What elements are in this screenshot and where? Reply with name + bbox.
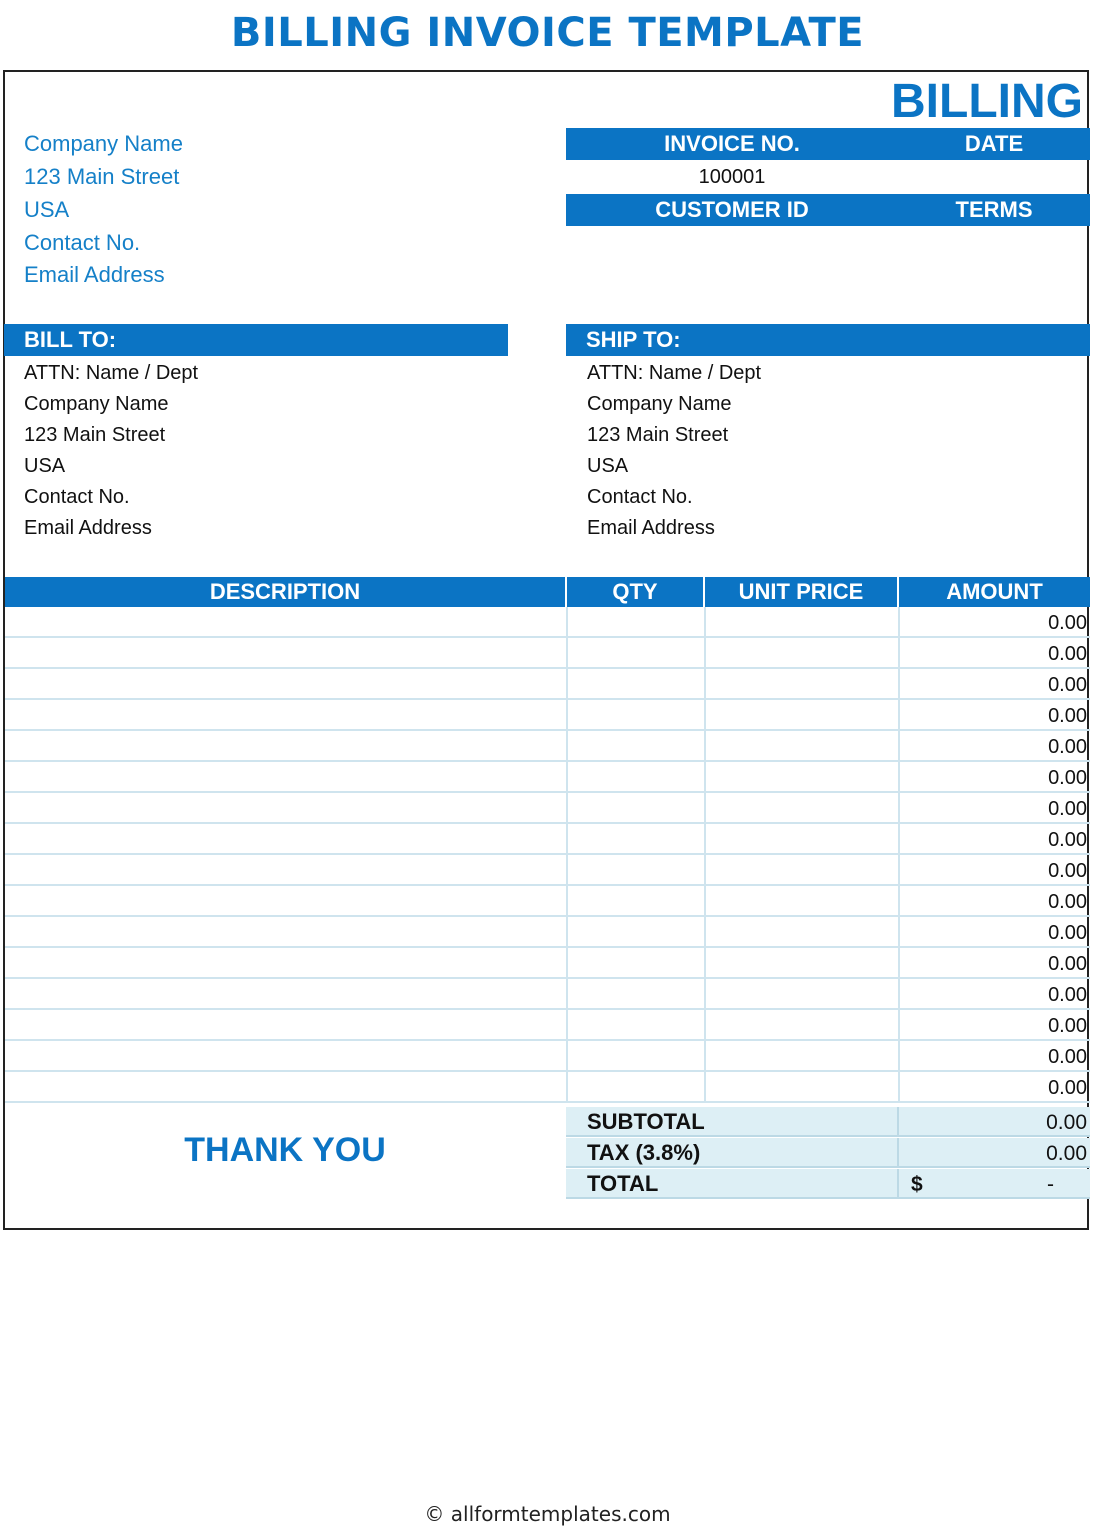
row-amount: 0.00 (1048, 953, 1087, 975)
row-amount: 0.00 (1048, 705, 1087, 727)
table-row (5, 979, 1090, 1010)
row-amount: 0.00 (1048, 798, 1087, 820)
ship-to-contact: Contact No. (587, 486, 693, 508)
company-country: USA (24, 197, 70, 222)
company-street: 123 Main Street (24, 164, 180, 189)
bill-to-country: USA (24, 455, 66, 477)
row-amount: 0.00 (1048, 736, 1087, 758)
totals-block (566, 1107, 1090, 1199)
company-contact: Contact No. (24, 230, 141, 255)
table-row (5, 948, 1090, 979)
row-amount: 0.00 (1048, 984, 1087, 1006)
bill-to-email: Email Address (24, 517, 152, 539)
table-row (5, 917, 1090, 948)
unit-price-header: UNIT PRICE (705, 577, 899, 607)
tax-value: 0.00 (1046, 1142, 1087, 1165)
bill-to-bar (4, 324, 508, 356)
table-row (5, 1072, 1090, 1103)
row-amount: 0.00 (1048, 922, 1087, 944)
row-amount: 0.00 (1048, 1077, 1087, 1099)
ship-to-company: Company Name (587, 393, 732, 415)
subtotal-row (566, 1107, 1090, 1137)
table-row (5, 762, 1090, 793)
subtotal-label: SUBTOTAL (587, 1109, 705, 1134)
row-amount: 0.00 (1048, 1015, 1087, 1037)
ship-to-label: SHIP TO: (586, 327, 681, 352)
ship-to-bar (566, 324, 1090, 356)
invoice-no-label: INVOICE NO. (664, 131, 800, 156)
customer-id-label: CUSTOMER ID (655, 197, 809, 222)
bill-to-label: BILL TO: (24, 327, 117, 352)
ship-to-attn: ATTN: Name / Dept (587, 362, 762, 384)
currency-symbol: $ (911, 1173, 923, 1196)
row-amount: 0.00 (1048, 612, 1087, 634)
table-row (5, 824, 1090, 855)
total-row (566, 1169, 1090, 1199)
company-email: Email Address (24, 262, 165, 287)
row-amount: 0.00 (1048, 767, 1087, 789)
table-row (5, 607, 1090, 638)
items-header (5, 577, 1090, 607)
row-amount: 0.00 (1048, 891, 1087, 913)
tax-row (566, 1138, 1090, 1168)
invoice-header-bar (566, 128, 1090, 160)
footer-copyright: © allformtemplates.com (424, 1502, 671, 1526)
table-row (5, 793, 1090, 824)
bill-to-attn: ATTN: Name / Dept (24, 362, 199, 384)
qty-header: QTY (567, 577, 705, 607)
customer-header-bar (566, 194, 1090, 226)
subtotal-value: 0.00 (1046, 1111, 1087, 1134)
bill-to-company: Company Name (24, 393, 169, 415)
row-amount: 0.00 (1048, 829, 1087, 851)
row-amount: 0.00 (1048, 643, 1087, 665)
terms-label: TERMS (955, 197, 1033, 222)
total-value: - (1047, 1173, 1054, 1196)
company-name: Company Name (24, 131, 183, 156)
bill-to-street: 123 Main Street (24, 424, 166, 446)
tax-label: TAX (3.8%) (587, 1140, 701, 1165)
thank-you-message: THANK YOU (184, 1131, 386, 1169)
table-row (5, 1041, 1090, 1072)
table-row (5, 669, 1090, 700)
row-amount: 0.00 (1048, 674, 1087, 696)
table-row (5, 886, 1090, 917)
table-row (5, 638, 1090, 669)
ship-to-email: Email Address (587, 517, 715, 539)
document-title: BILLING INVOICE TEMPLATE (230, 10, 865, 56)
ship-to-country: USA (587, 455, 629, 477)
billing-heading: BILLING (891, 75, 1083, 128)
total-label: TOTAL (587, 1171, 659, 1196)
table-row (5, 700, 1090, 731)
description-header: DESCRIPTION (5, 577, 567, 607)
row-amount: 0.00 (1048, 1046, 1087, 1068)
ship-to-street: 123 Main Street (587, 424, 729, 446)
table-row (5, 855, 1090, 886)
row-amount: 0.00 (1048, 860, 1087, 882)
invoice-number: 100001 (698, 166, 766, 188)
date-label: DATE (964, 131, 1024, 156)
table-row (5, 1010, 1090, 1041)
table-row (5, 731, 1090, 762)
bill-to-contact: Contact No. (24, 486, 130, 508)
amount-header: AMOUNT (946, 579, 1043, 604)
